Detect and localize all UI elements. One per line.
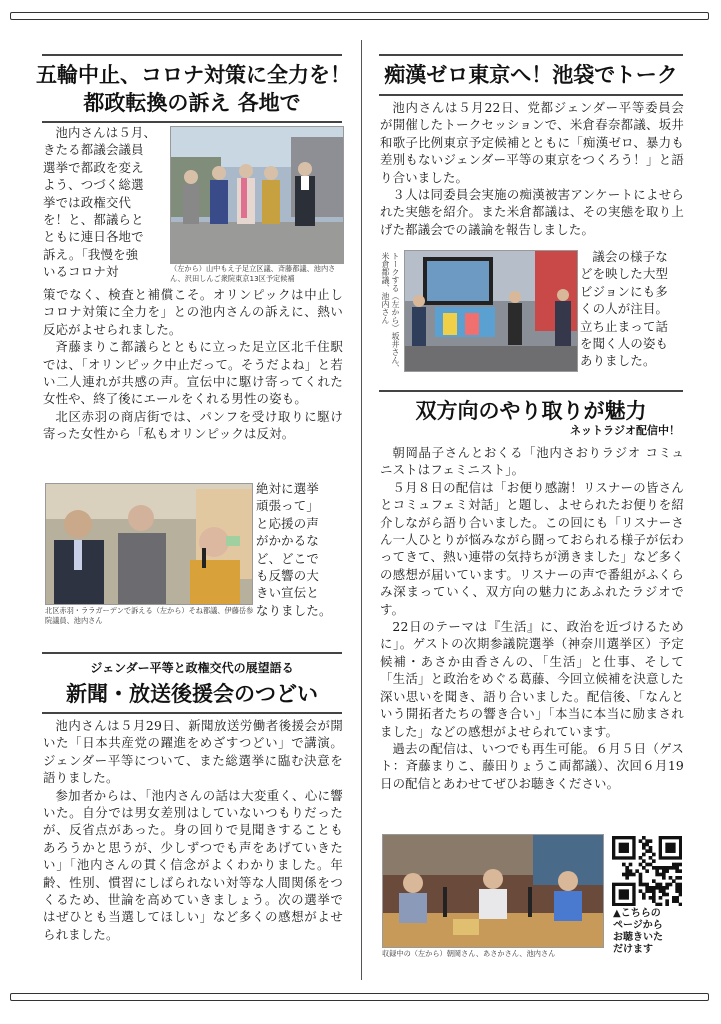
body-paragraph: ５月８日の配信は「お便り感謝！リスナーの皆さんとコミュフェミ対話」と題し、よせられたお便りを紹介しながら語り合いました。この回にも「リスナーさん一人ひとりが悩みながら闘っておられる様子が伝わってきて、熱い連帯の気持ちが湧きました」など多くの感想が届いています。リスナーの声で番組がふくらみ深まっていく、双方向の魅力にあふれたラジオです。 (380, 479, 684, 617)
rule (379, 54, 683, 56)
qr-module (639, 863, 643, 867)
radio-photo-caption: 収録中の（左から）朝岡さん、あさかさん、池内さん (382, 949, 556, 958)
body-line: を！と、都議らと (43, 212, 144, 228)
body-paragraph: 朝岡晶子さんとおくる「池内さおりラジオ コミュニストはフェミニスト」。 (380, 445, 684, 478)
body-paragraph: 参加者からは、「池内さんの話は大変重く、心に響いた。自分では男女差別はしていないつもりだったが、反省点があった。身の回りで見聞きすることもあろうかと思うが、少しずつでも声をあげていきたい」「池内さんの貫く信念がよくわかりました。年齢、性別、慣習にしばられない対等な人間関係をつくるため、世論を高めていきましょう。次の選挙ではぜひとも当選してほしい」など多くの感想がよせられました。 (43, 787, 343, 942)
qr-module (642, 883, 646, 887)
article1-headline-line2: 都政転換の訴え 各地で (83, 91, 301, 115)
radio-recording-photo (382, 834, 604, 948)
body-line: 挙では政権交代 (43, 194, 132, 210)
qr-module (675, 896, 679, 900)
body-paragraph: ３人は同委員会実施の痴漢被害アンケートによせられた実態を紹介。また米倉都議は、その実態を取り上げた都議会での議論を報告しました。 (380, 187, 684, 237)
qr-module (642, 893, 646, 897)
qr-module (645, 889, 649, 893)
qr-module (662, 866, 666, 870)
qr-module (622, 873, 626, 877)
body-line: 絶対に選挙 (256, 481, 319, 496)
qr-module (675, 899, 679, 903)
qr-module (619, 843, 629, 853)
qr-module (642, 836, 646, 840)
qr-module (662, 873, 666, 877)
qr-module (625, 869, 629, 873)
qr-module (645, 886, 649, 890)
qr-module (645, 849, 649, 853)
body-line: きたる都議会議員 (43, 142, 144, 158)
qr-module (662, 876, 666, 880)
qr-module (625, 866, 629, 870)
body-paragraph: 過去の配信は、いつでも再生可能。６月５日（ゲスト：斉藤まりこ、藤田りょうこ両都議）、次回６月19日の配信とあわせてぜひお聴きください。 (380, 740, 684, 791)
qr-module (672, 899, 676, 903)
qr-module (659, 886, 663, 890)
qr-note-line: ▲こちらの (613, 908, 661, 919)
qr-note-line: ページから (613, 920, 663, 931)
qr-module (659, 896, 663, 900)
qr-module (672, 879, 676, 883)
qr-module (679, 886, 682, 890)
body-line: ありました。 (580, 353, 656, 369)
qr-module (625, 873, 629, 877)
qr-module (675, 866, 679, 870)
qr-module (665, 869, 669, 873)
article3-headline: 痴漢ゼロ東京へ！池袋でトーク (384, 63, 678, 87)
qr-module (652, 879, 656, 883)
qr-module (642, 859, 646, 863)
article4-headline: 双方向のやり取りが魅力 (415, 399, 647, 423)
body-line: きい宣伝と (256, 585, 319, 601)
qr-module (629, 863, 633, 867)
qr-module (652, 886, 656, 890)
qr-module (655, 866, 659, 870)
qr-module (625, 876, 629, 880)
qr-module (665, 843, 675, 853)
qr-module (642, 843, 646, 847)
qr-module (649, 849, 653, 853)
rule (42, 54, 342, 56)
qr-module (665, 883, 669, 887)
qr-code[interactable] (612, 836, 682, 906)
qr-module (652, 899, 656, 903)
qr-module (622, 863, 626, 867)
qr-module (675, 883, 679, 887)
body-line: どを映した大型 (580, 266, 669, 282)
qr-module (649, 863, 653, 867)
article2-headline: 新聞・放送後援会のつどい (66, 682, 318, 706)
qr-module (652, 859, 656, 863)
qr-module (679, 903, 682, 906)
article1-wrap-text2 (256, 480, 344, 630)
body-line: ビジョンにも多 (580, 283, 668, 299)
qr-module (665, 886, 669, 890)
qr-module (675, 889, 679, 893)
qr-module (639, 879, 643, 883)
qr-module (639, 873, 643, 877)
article2-subhead: ジェンダー平等と政権交代の展望語る (90, 661, 294, 675)
campaign-street-photo (170, 126, 344, 264)
qr-module (632, 873, 636, 877)
qr-module (662, 893, 666, 897)
qr-module (652, 853, 656, 857)
qr-module (619, 889, 629, 899)
body-line: ど、どこで (256, 550, 319, 566)
qr-module (652, 896, 656, 900)
qr-module (659, 866, 663, 870)
qr-module (655, 886, 659, 890)
qr-module (669, 876, 673, 880)
qr-module (662, 869, 666, 873)
qr-module (629, 869, 633, 873)
qr-module (672, 863, 676, 867)
photo2-caption: 北区赤羽・ララガーデンで訴える（左から）そね都議、伊藤岳参院議員、池内さん (45, 606, 254, 625)
qr-module (679, 883, 682, 887)
body-line: と応援の声 (256, 515, 319, 531)
article3-body (380, 99, 684, 247)
body-line: 頑張って」 (256, 498, 319, 514)
qr-module (645, 883, 649, 887)
qr-module (649, 846, 653, 850)
body-line: 池内さんは５月、 (55, 125, 157, 140)
qr-module (642, 846, 646, 850)
column-divider (361, 40, 362, 980)
body-line: なりました。 (256, 602, 332, 618)
qr-module (642, 896, 646, 900)
qr-module (642, 853, 646, 857)
qr-module (665, 899, 669, 903)
qr-module (649, 889, 653, 893)
article1-headline-line1: 五輪中止、コロナ対策に全力を！ (36, 63, 351, 87)
body-paragraph: 池内さんは５月29日、新聞放送労働者後援会が開いた「日本共産党の躍進をめざすつどい」で講演。ジェンダー平等について、また総選挙に臨む決意を語りました。 (43, 718, 343, 786)
qr-module (655, 883, 659, 887)
rule (42, 121, 342, 123)
rule (379, 390, 683, 392)
qr-module (652, 866, 656, 870)
qr-module (665, 893, 669, 897)
body-line: を聞く人の姿も (580, 336, 669, 352)
article3-photo-caption: トークする（左から）坂井さん、米倉都議、池内さん (381, 252, 400, 372)
body-line: いるコロナ対 (43, 264, 119, 280)
qr-module (655, 903, 659, 906)
qr-module (679, 893, 682, 897)
qr-module (672, 896, 676, 900)
ikebukuro-talk-photo (404, 250, 578, 372)
top-border-frame (10, 12, 709, 20)
qr-module (649, 839, 653, 843)
qr-note-line: だけます (613, 944, 653, 955)
article1-wrap-text (43, 124, 166, 284)
qr-module (639, 839, 643, 843)
qr-module (645, 869, 649, 873)
qr-module (649, 886, 653, 890)
qr-module (639, 889, 643, 893)
qr-module (639, 883, 643, 887)
qr-module (679, 869, 682, 873)
bottom-border-frame (10, 993, 709, 1001)
article1-body (43, 286, 343, 478)
qr-module (642, 866, 646, 870)
qr-module (639, 856, 643, 860)
qr-module (662, 886, 666, 890)
qr-note-line: お聴きいた (613, 932, 663, 943)
qr-module (652, 889, 656, 893)
qr-module (652, 893, 656, 897)
body-line: くの人が注目。 (580, 301, 669, 317)
qr-module (672, 866, 676, 870)
qr-module (655, 873, 659, 877)
qr-module (649, 896, 653, 900)
article4-body (380, 444, 684, 830)
body-line: ともに連日各地で (43, 229, 144, 245)
qr-module (645, 863, 649, 867)
body-paragraph: 池内さんは５月22日、党都ジェンダー平等委員会が開催したトークセッションで、米倉春奈都議、坂井和歌子比例東京予定候補とともに「痴漢ゼロ、暴力も差別もないジェンダー平等の東京をつくろう！」と語り合いました。 (380, 100, 684, 185)
qr-module (645, 843, 649, 847)
qr-module (659, 883, 663, 887)
qr-module (679, 889, 682, 893)
body-line: も反響の大 (256, 568, 319, 584)
qr-module (675, 876, 679, 880)
qr-module (669, 866, 673, 870)
article4-subhead: ネットラジオ配信中！ (570, 424, 680, 437)
qr-module (629, 873, 633, 877)
qr-module (679, 876, 682, 880)
body-paragraph: 22日のテーマは『生活』に、政治を近づけるために」。ゲストの次期参議院選挙（神奈川選挙区）予定候補・あさか由香さんの、「生活」と仕事、そして「生活」と政治をめぐる葛藤、今回立候補を決意した深い思いを聞き、語り合いました。配信後、「なんという開拓者たちの響き合い」「本当に本当に励まされました」などの感想がよせられています。 (380, 619, 684, 739)
body-line: 選挙で都政を変え (43, 159, 144, 175)
qr-module (659, 873, 663, 877)
qr-module (675, 863, 679, 867)
qr-module (635, 869, 639, 873)
body-paragraph: 策でなく、検査と補償こそ。オリンピックは中止しコロナ対策に全力を」との池内さんの訴えに、熱い反応がよせられました。 (43, 287, 343, 337)
akabane-speech-photo (45, 483, 253, 605)
rule (42, 652, 342, 654)
body-line: がかかるな (256, 533, 319, 549)
body-paragraph: 斉藤まりこ都議らとともに立った足立区北千住駅では、「オリンピック中止だって。そうだよね」と若い二人連れが共感の声。宣伝中に駆け寄ってくれた女性や、終了後にエールをくれる男性の姿も。 (43, 339, 343, 407)
body-line: 訴え。「我慢を強 (43, 246, 139, 262)
qr-module (665, 903, 669, 906)
rule (379, 94, 683, 96)
qr-module (655, 869, 659, 873)
qr-module (649, 856, 653, 860)
qr-module (645, 839, 649, 843)
body-paragraph: 北区赤羽の商店街では、パンフを受け取りに駆け寄った女性から「私もオリンピックは反対。 (43, 408, 343, 442)
qr-module (679, 863, 682, 867)
body-line: よう、つづく総選 (43, 177, 144, 193)
qr-module (659, 889, 663, 893)
qr-module (639, 876, 643, 880)
body-line: 立ち止まって話 (580, 318, 669, 334)
qr-module (659, 903, 663, 906)
body-line: 議会の様子な (592, 249, 668, 264)
qr-module (665, 866, 669, 870)
qr-module (675, 886, 679, 890)
article2-body (43, 717, 343, 965)
photo1-caption: （左から）山中もえ子足立区議、斉藤都議、池内さん、沢田しんご衆院東京13区予定候補 (170, 264, 336, 283)
rule (42, 712, 342, 714)
qr-module (662, 889, 666, 893)
qr-module (669, 883, 673, 887)
article3-wrap-text (580, 248, 684, 378)
qr-module (675, 869, 679, 873)
qr-note (613, 908, 693, 956)
